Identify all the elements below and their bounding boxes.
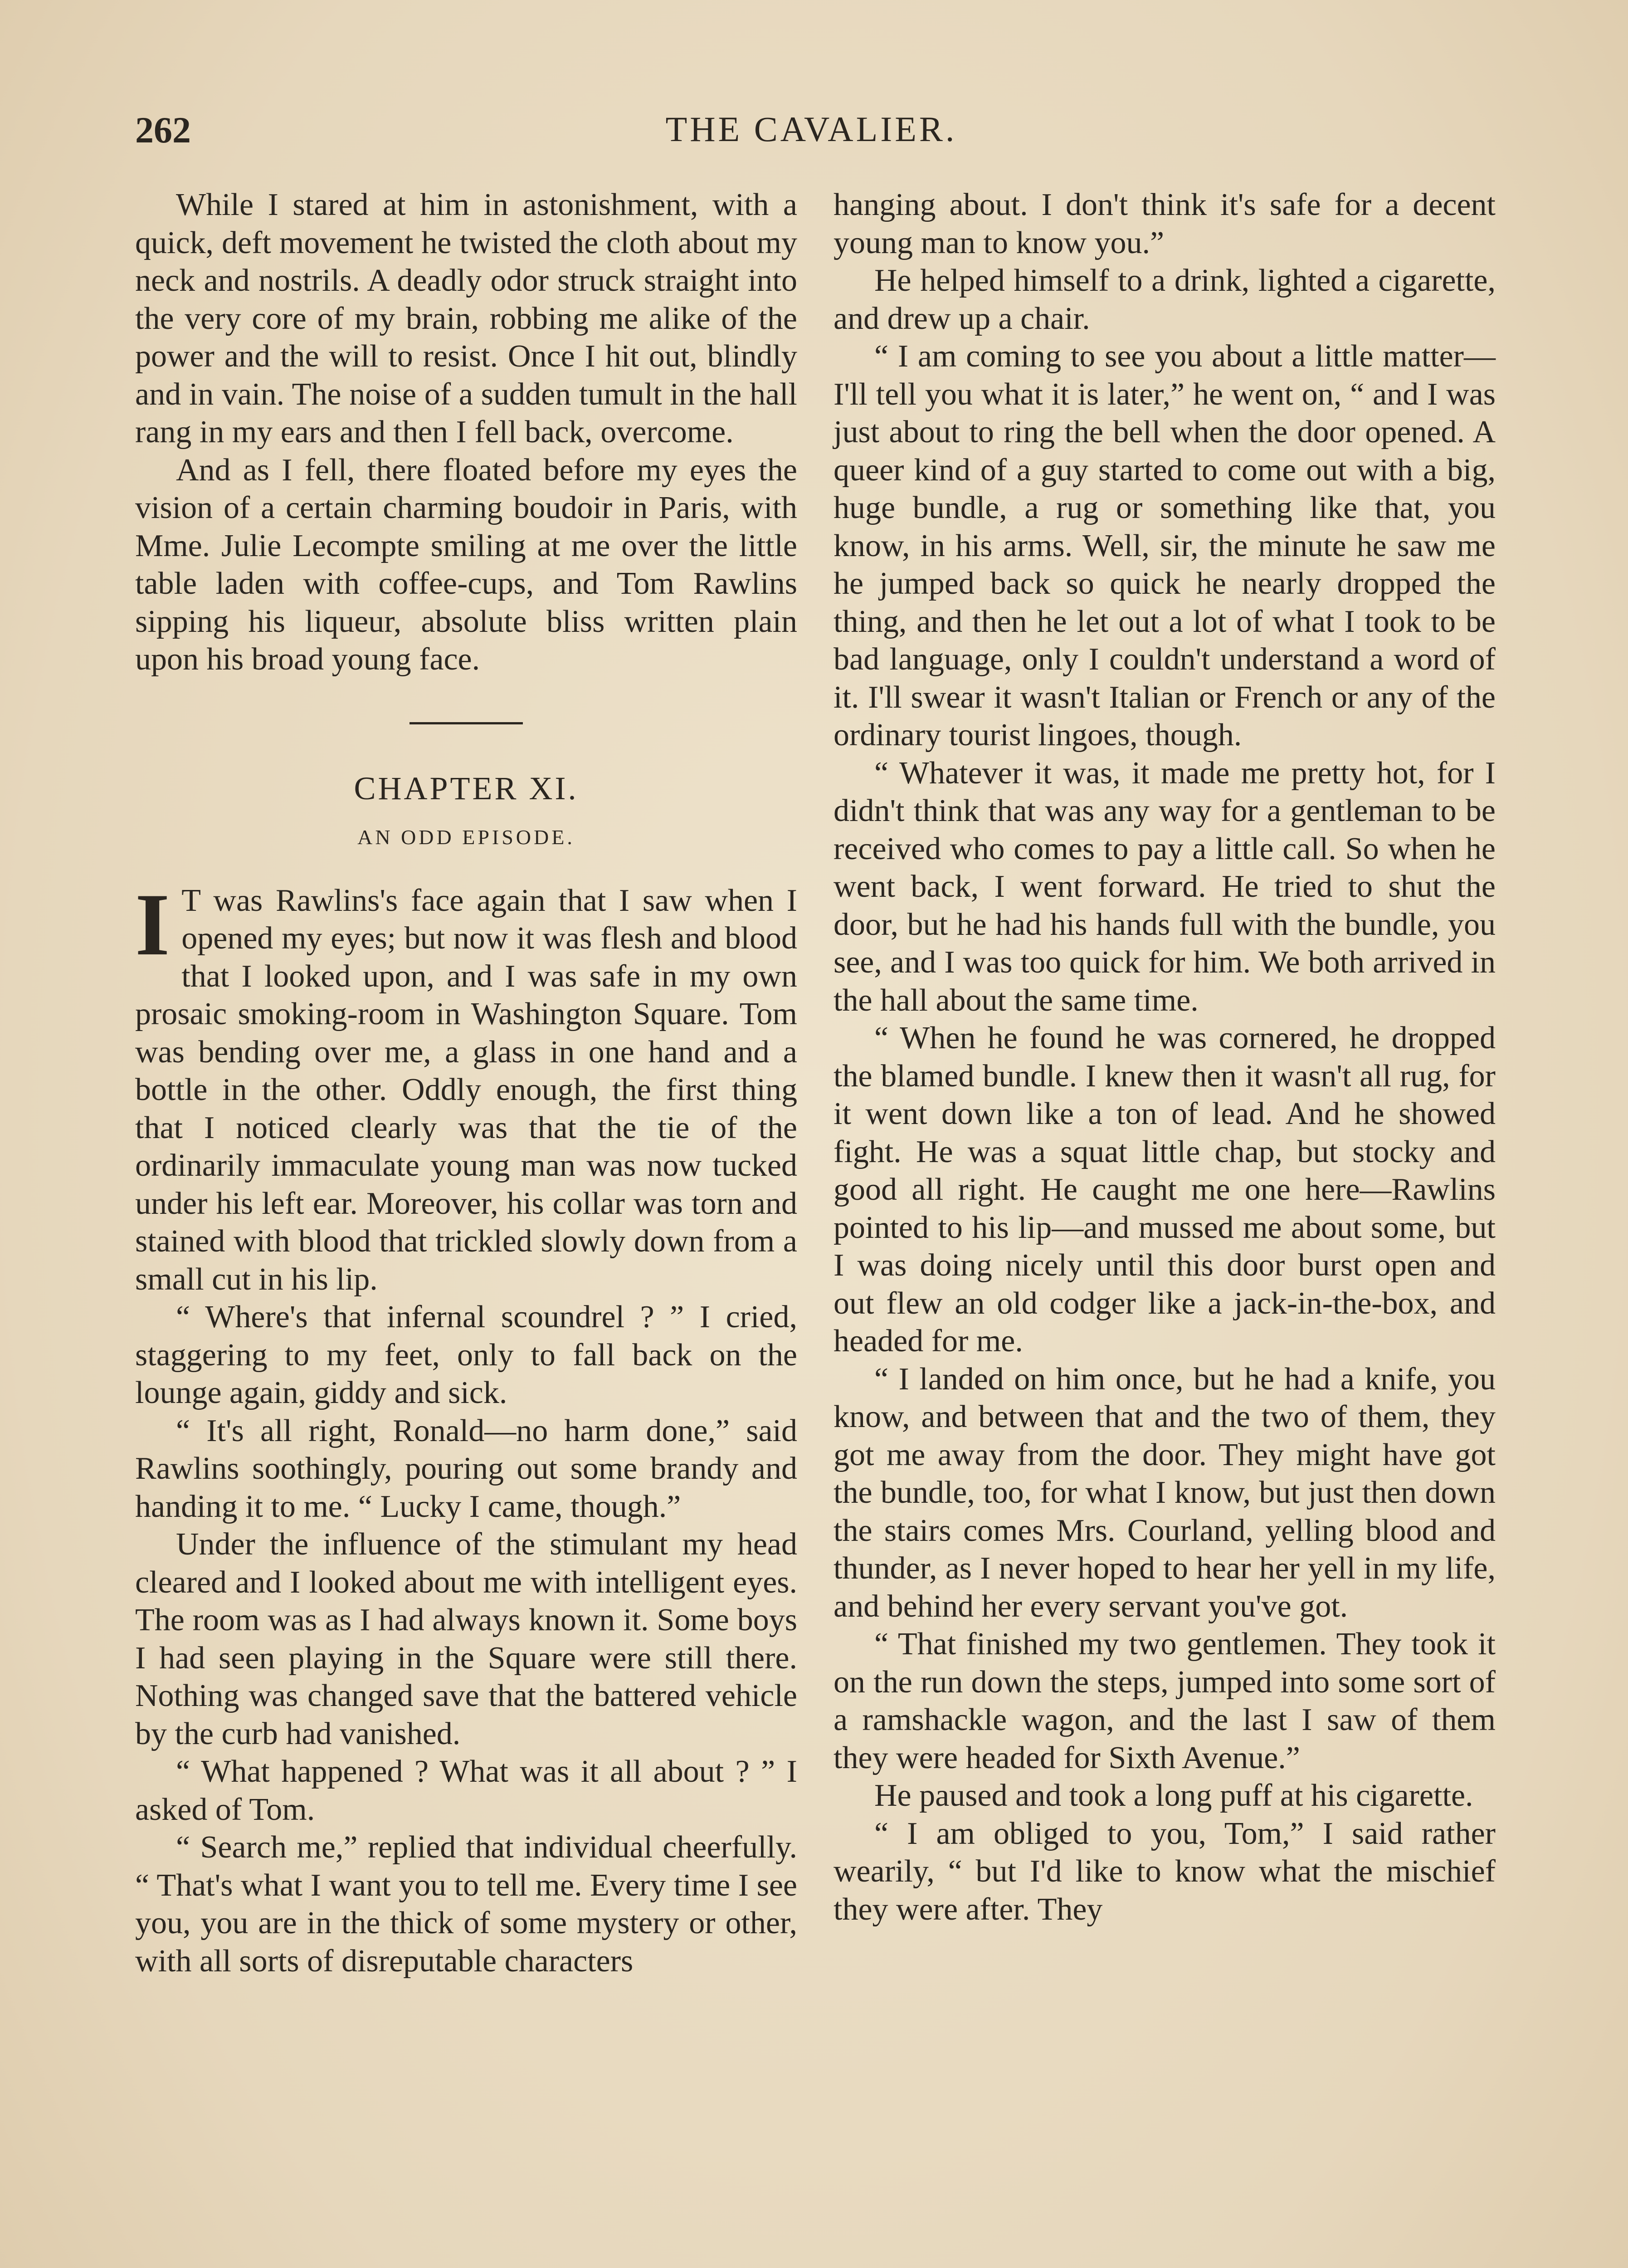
chapter-subtitle: AN ODD EPISODE. [357,826,575,849]
paragraph: “ It's all right, Ronald—no harm done,” said Rawlins soothingly, pouring out some brandy and handing it to me. “ Lucky I came, though.” [135,1413,797,1524]
paragraph: “ Where's that infernal scoundrel ? ” I cried, staggering to my feet, only to fall back on the lounge again, giddy and sick. [135,1300,797,1410]
chapter-title: CHAPTER XI. [354,770,579,807]
paragraph: “ I am obliged to you, Tom,” I said rather wearily, “ but I'd like to know what the mischief they were after. They [833,1816,1496,1927]
paragraph: And as I fell, there floated before my eyes the vision of a certain charming boudoir in Paris, with Mme. Julie Lecompte smiling at me over the little table laden with coffee-cups, and Tom Rawlins sipping his liqueur, absolute bliss written plain upon his broad young face. [135,452,797,677]
paragraph: “ Search me,” replied that individual cheerfully. “ That's what I want you to tell me. Every time I see you, you are in the thick of some mystery or other, with all sorts of disreputable characters [135,1830,797,1979]
opening-paragraph: T was Rawlins's face again that I saw when I opened my eyes; but now it was flesh and blood that I looked upon, and I was safe in my own prosaic smoking-room in Washington Square. Tom was bending over me, a glass in one hand and a bottle in the other. Oddly enough, the first thing that I noticed clearly was that the tie of the ordinarily immaculate young man was now tucked under his left ear. Moreover, his collar was torn and stained with blood that trickled slowly down from a small cut in his lip. [135,883,797,1297]
paragraph-continuation: hanging about. I don't think it's safe for a decent young man to know you.” [833,187,1496,260]
page-header [135,109,1487,159]
left-column [135,186,797,1980]
paragraph: He helped himself to a drink, lighted a cigarette, and drew up a chair. [833,263,1496,336]
drop-cap: I [135,875,170,974]
paragraph: “ I landed on him once, but he had a knife, you know, and between that and the two of them, they got me away from the door. They might have got the bundle, too, for what I know, but just then down the stairs comes Mrs. Courland, yelling blood and thunder, as I never hoped to hear her yell in my life, and behind her every servant you've got. [833,1361,1496,1624]
page-number: 262 [135,109,191,151]
right-column [833,186,1496,1928]
chapter-opening [135,875,797,1299]
paragraph: “ When he found he was cornered, he dropped the blamed bundle. I knew then it wasn't all rug, for it went down like a ton of lead. And he showed fight. He was a squat little chap, but stocky and good all right. He caught me one here—Rawlins pointed to his lip—and mussed me about some, but I was doing nicely until this door burst open and out flew an old codger like a jack-in-the-box, and headed for me. [833,1021,1496,1359]
running-title: THE CAVALIER. [665,109,957,149]
section-divider [409,722,523,724]
paragraph: While I stared at him in astonishment, with a quick, deft movement he twisted the cloth about my neck and nostrils. A deadly odor struck straight into the very core of my brain, robbing me alike of the power and the will to resist. Once I hit out, blindly and in vain. The noise of a sudden tumult in the hall rang in my ears and then I fell back, overcome. [135,187,797,450]
paragraph: “ Whatever it was, it made me pretty hot, for I didn't think that was any way for a gentleman to be received who comes to pay a little call. So when he went back, I went forward. He tried to shut the door, but he had his hands full with the bundle, you see, and I was too quick for him. We both arrived in the hall about the same time. [833,755,1496,1018]
paragraph: He paused and took a long puff at his cigarette. [874,1778,1473,1813]
paragraph: “ That finished my two gentlemen. They took it on the run down the steps, jumped into some sort of a ramshackle wagon, and the last I saw of them they were headed for Sixth Avenue.” [833,1627,1496,1775]
paragraph: “ What happened ? What was it all about ? ” I asked of Tom. [135,1754,797,1827]
paragraph: Under the influence of the stimulant my head cleared and I looked about me with intelligent eyes. The room was as I had always known it. Some boys I had seen playing in the Square were still there. Nothing was changed save that the battered vehicle by the curb had vanished. [135,1527,797,1751]
paragraph: “ I am coming to see you about a little matter—I'll tell you what it is later,” he went on, “ and I was just about to ring the bell when the door opened. A queer kind of a guy started to come out with a big, huge bundle, a rug or something like that, you know, in his arms. Well, sir, the minute he saw me he jumped back so quick he nearly dropped the thing, and then he let out a lot of what I took to be bad language, only I couldn't understand a word of it. I'll swear it wasn't Italian or French or any of the ordinary tourist lingoes, though. [833,339,1496,753]
